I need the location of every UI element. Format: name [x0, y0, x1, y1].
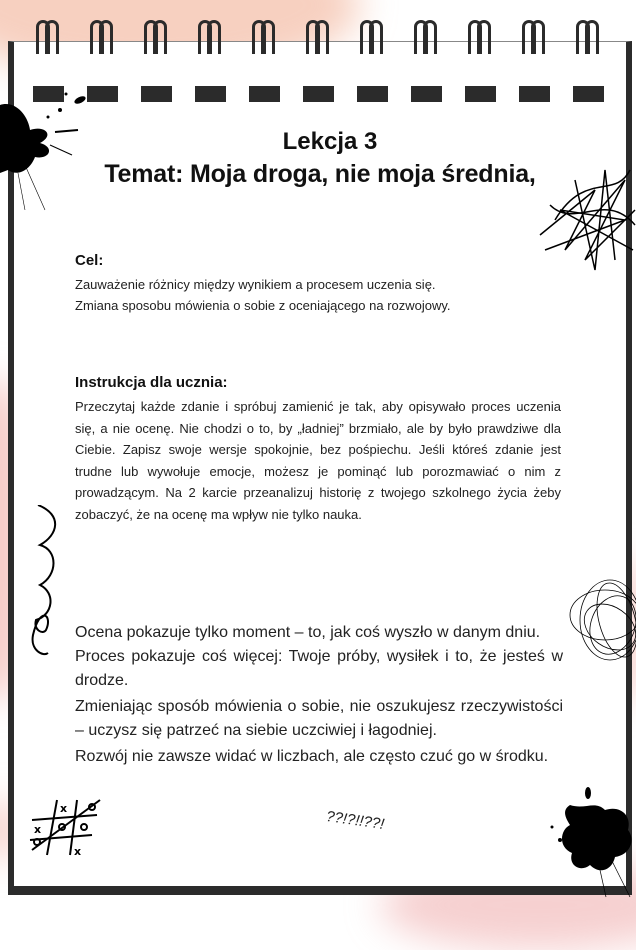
- ring-icon: [87, 20, 117, 84]
- svg-text:x: x: [60, 802, 68, 815]
- reflection-line: Rozwój nie zawsze widać w liczbach, ale często czuć go w środku.: [75, 748, 549, 765]
- instructions-heading: Instrukcja dla ucznia:: [75, 374, 228, 391]
- ring-icon: [573, 20, 603, 84]
- goal-line: Zauważenie różnicy między wynikiem a procesem uczenia się.: [75, 277, 436, 292]
- tic-tac-toe-icon: [22, 795, 107, 860]
- lesson-topic: Temat: Moja droga, nie moja średnia,: [104, 160, 536, 188]
- ring-icon: [141, 20, 171, 84]
- ink-splatter-icon: [540, 785, 636, 900]
- ring-icon: [303, 20, 333, 84]
- svg-text:x: x: [34, 823, 42, 836]
- ring-icon: [465, 20, 495, 84]
- instructions-body: Przeczytaj każde zdanie i spróbuj zamienić je tak, aby opisywało proces uczenia się, a nie ocenę. Nie chodzi o to, by „ładniej” brzmiało, ale by było prawdziwe dla Ciebie. Zapisz swoje wersje spokojnie, bez pośpiechu. Jeśli któreś zdanie jest trudne lub wywołuje emocje, możesz je pominąć lub porozmawiać o nim z prowadzącym. Na 2 karcie przeanalizuj historię z twojego szkolnego życia żeby zobaczyć, że na ocenę ma wpływ nie tylko nauka.: [75, 399, 561, 522]
- doodle-text: ??!?!!??!: [325, 808, 386, 833]
- ring-icon: [357, 20, 387, 84]
- reflection-line: Zmieniając sposób mówienia o sobie, nie oszukujesz rzeczywistości – uczysz się patrzeć na siebie uczciwiej i łagodniej.: [75, 698, 563, 739]
- scribble-icon: [565, 565, 636, 680]
- reflection-line: Ocena pokazuje tylko moment – to, jak coś wyszło w danym dniu.: [75, 624, 541, 641]
- ring-icon: [33, 20, 63, 84]
- ring-icon: [411, 20, 441, 84]
- goal-heading: Cel:: [75, 252, 104, 269]
- goal-line: Zmiana sposobu mówienia o sobie z oceniającego na rozwojowy.: [75, 298, 451, 313]
- loop-doodle-icon: [28, 505, 68, 660]
- svg-text:x: x: [74, 845, 82, 858]
- ring-icon: [519, 20, 549, 84]
- ring-icon: [249, 20, 279, 84]
- reflection-line: Proces pokazuje coś więcej: Twoje próby, wysiłek i to, że jesteś w drodze.: [75, 648, 563, 689]
- ring-icon: [195, 20, 225, 84]
- lesson-title: Lekcja 3: [282, 128, 378, 155]
